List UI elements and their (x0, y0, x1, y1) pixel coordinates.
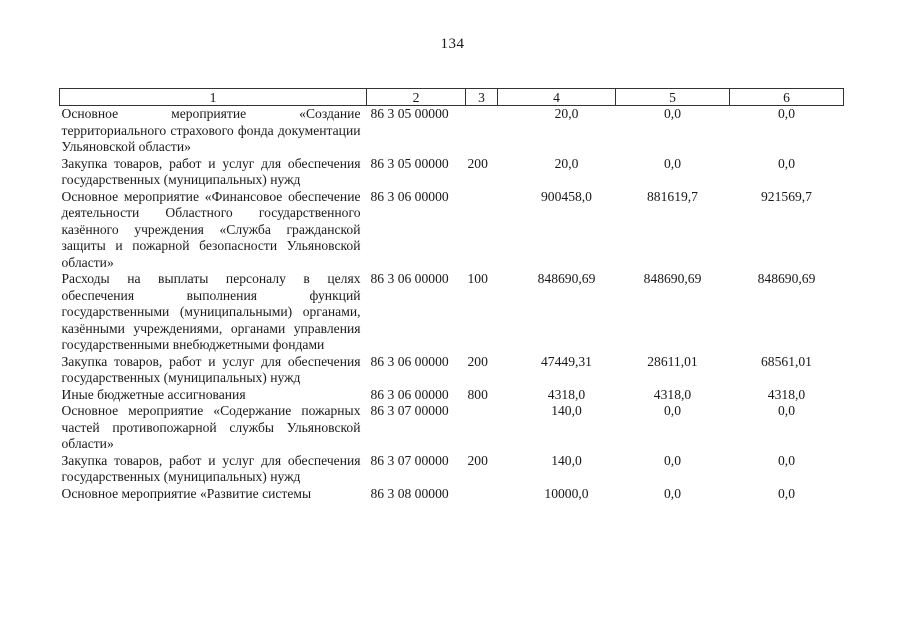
row-kvr (466, 486, 498, 503)
row-value-col6: 0,0 (778, 155, 795, 171)
table-row (60, 403, 844, 453)
row-code: 86 3 07 00000 (370, 452, 449, 468)
row-name: Основное мероприятие «Финансовое обеспечение деятельности Областного государственного казённого учреждения «Служба гражданской защиты и пожарной безопасности Ульяновской области» (61, 188, 361, 270)
header-col-4: 4 (498, 89, 616, 106)
row-code: 86 3 08 00000 (370, 485, 449, 501)
row-name: Закупка товаров, работ и услуг для обеспечения государственных (муниципальных) нужд (61, 452, 361, 484)
row-kvr: 200 (467, 353, 488, 369)
row-value-col6: 848690,69 (757, 271, 816, 286)
row-value-col5: 0,0 (664, 155, 681, 171)
header-col-5: 5 (616, 89, 730, 106)
row-value-col4: 20,0 (554, 106, 579, 121)
row-value-col6: 0,0 (778, 452, 795, 468)
row-value-col5: 848690,69 (643, 271, 702, 286)
row-name: Расходы на выплаты персоналу в целях обеспечения выполнения функций государственными (муниципальными) органами, казёнными учреждениями, органами управления государственными внебюджетными фондами (61, 271, 361, 352)
table-row (60, 453, 844, 486)
row-value-col4: 900458,0 (541, 188, 592, 204)
row-name: Основное мероприятие «Создание территориального страхового фонда документации Ульяновской области» (61, 106, 361, 154)
table-body (60, 106, 844, 503)
row-code: 86 3 06 00000 (370, 271, 449, 286)
row-code: 86 3 05 00000 (370, 106, 449, 121)
table-row (60, 271, 844, 354)
row-code: 86 3 06 00000 (370, 353, 449, 369)
row-value-col4: 140,0 (551, 403, 582, 418)
row-kvr: 200 (467, 452, 488, 468)
table-row (60, 486, 844, 503)
row-kvr (466, 189, 498, 272)
row-value-col6: 68561,01 (761, 353, 812, 369)
row-value-col4: 4318,0 (547, 386, 586, 402)
row-value-col6: 0,0 (778, 403, 795, 418)
row-value-col5: 4318,0 (653, 386, 692, 402)
row-value-col5: 881619,7 (647, 188, 698, 204)
row-value-col5: 0,0 (664, 452, 681, 468)
budget-table (59, 88, 844, 502)
row-value-col6: 4318,0 (767, 386, 806, 402)
row-kvr (466, 106, 498, 156)
row-name: Закупка товаров, работ и услуг для обеспечения государственных (муниципальных) нужд (61, 353, 361, 385)
row-code: 86 3 05 00000 (370, 155, 449, 171)
row-code: 86 3 06 00000 (370, 188, 449, 204)
row-name: Основное мероприятие «Содержание пожарных частей противопожарной службы Ульяновской области» (61, 403, 361, 451)
row-value-col6: 0,0 (778, 485, 795, 501)
header-col-6: 6 (730, 89, 844, 106)
header-row (60, 89, 844, 106)
row-name: Закупка товаров, работ и услуг для обеспечения государственных (муниципальных) нужд (61, 155, 361, 187)
header-col-3: 3 (466, 89, 498, 106)
row-kvr: 200 (467, 155, 488, 171)
row-code: 86 3 07 00000 (370, 403, 449, 418)
page-number: 134 (440, 36, 465, 52)
row-name: Основное мероприятие «Развитие системы (61, 485, 312, 501)
row-value-col4: 20,0 (554, 155, 579, 171)
row-value-col5: 0,0 (664, 403, 681, 418)
row-kvr (466, 403, 498, 453)
row-value-col4: 140,0 (551, 452, 582, 468)
row-kvr: 800 (467, 386, 488, 402)
row-value-col6: 921569,7 (761, 188, 812, 204)
row-value-col4: 47449,31 (541, 353, 592, 369)
table-row (60, 189, 844, 272)
header-col-1: 1 (60, 89, 367, 106)
row-value-col5: 28611,01 (647, 353, 698, 369)
row-value-col4: 10000,0 (544, 485, 589, 501)
table-row (60, 387, 844, 404)
row-value-col5: 0,0 (664, 106, 681, 121)
header-col-2: 2 (367, 89, 466, 106)
table-row (60, 106, 844, 156)
row-value-col4: 848690,69 (537, 271, 596, 286)
row-kvr: 100 (467, 271, 488, 286)
table-row (60, 354, 844, 387)
table-row (60, 156, 844, 189)
row-code: 86 3 06 00000 (370, 386, 449, 402)
table-header (60, 89, 844, 106)
row-name: Иные бюджетные ассигнования (61, 386, 246, 402)
row-value-col5: 0,0 (664, 485, 681, 501)
row-value-col6: 0,0 (778, 106, 795, 121)
